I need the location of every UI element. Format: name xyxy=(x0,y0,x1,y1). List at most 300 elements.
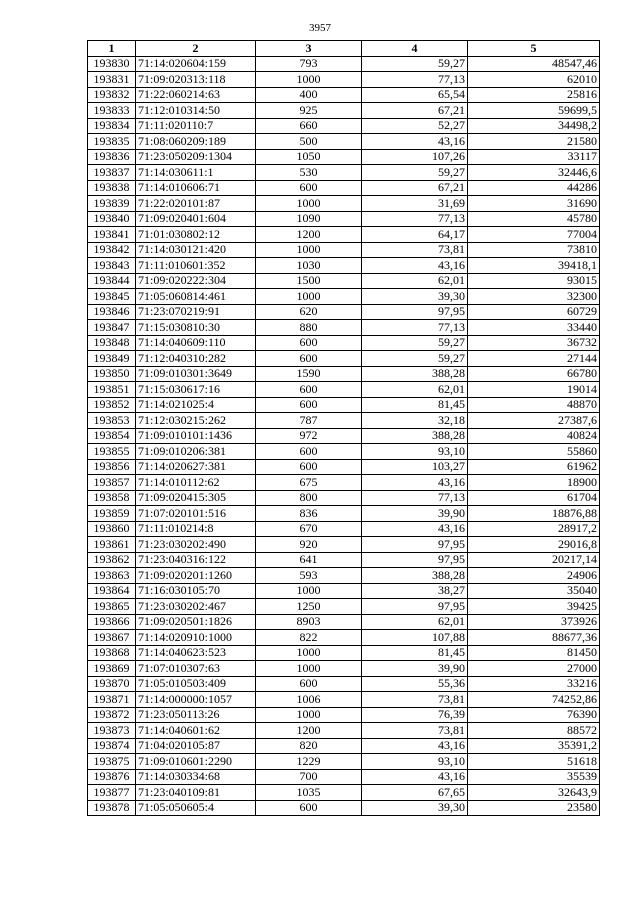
table-cell-col-5: 48547,46 xyxy=(468,56,600,72)
table-cell-col-2: 71:16:030105:70 xyxy=(136,583,256,599)
table-cell-col-4: 388,28 xyxy=(362,428,468,444)
table-cell-col-2: 71:01:030802:12 xyxy=(136,227,256,243)
table-cell-col-1: 193862 xyxy=(88,552,136,568)
table-cell-col-1: 193845 xyxy=(88,289,136,305)
table-cell-col-4: 93,10 xyxy=(362,754,468,770)
table-cell-col-2: 71:22:020101:87 xyxy=(136,196,256,212)
table-cell-col-5: 35539 xyxy=(468,769,600,785)
table-cell-col-1: 193861 xyxy=(88,537,136,553)
table-cell-col-5: 74252,86 xyxy=(468,692,600,708)
table-cell-col-4: 52,27 xyxy=(362,118,468,134)
table-cell-col-1: 193855 xyxy=(88,444,136,460)
table-cell-col-2: 71:23:040109:81 xyxy=(136,785,256,801)
table-cell-col-5: 33117 xyxy=(468,149,600,165)
table-cell-col-1: 193837 xyxy=(88,165,136,181)
table-cell-col-5: 40824 xyxy=(468,428,600,444)
table-row xyxy=(88,134,600,150)
table-row xyxy=(88,289,600,305)
table-row xyxy=(88,676,600,692)
table-cell-col-4: 43,16 xyxy=(362,521,468,537)
table-cell-col-1: 193838 xyxy=(88,180,136,196)
table-cell-col-3: 600 xyxy=(256,180,362,196)
table-cell-col-2: 71:11:010214:8 xyxy=(136,521,256,537)
table-cell-col-5: 76390 xyxy=(468,707,600,723)
table-cell-col-2: 71:14:040601:62 xyxy=(136,723,256,739)
table-cell-col-2: 71:12:030215:262 xyxy=(136,413,256,429)
table-cell-col-5: 32446,6 xyxy=(468,165,600,181)
table-cell-col-3: 925 xyxy=(256,103,362,119)
table-cell-col-1: 193873 xyxy=(88,723,136,739)
table-cell-col-5: 93015 xyxy=(468,273,600,289)
table-cell-col-2: 71:12:010314:50 xyxy=(136,103,256,119)
table-row xyxy=(88,537,600,553)
table-cell-col-4: 107,26 xyxy=(362,149,468,165)
table-cell-col-5: 81450 xyxy=(468,645,600,661)
table-cell-col-1: 193863 xyxy=(88,568,136,584)
table-cell-col-3: 600 xyxy=(256,676,362,692)
table-cell-col-1: 193877 xyxy=(88,785,136,801)
table-cell-col-2: 71:09:020222:304 xyxy=(136,273,256,289)
table-cell-col-2: 71:07:010307:63 xyxy=(136,661,256,677)
table-cell-col-4: 43,16 xyxy=(362,769,468,785)
table-cell-col-2: 71:09:020313:118 xyxy=(136,72,256,88)
table-cell-col-3: 600 xyxy=(256,397,362,413)
table-cell-col-4: 103,27 xyxy=(362,459,468,475)
table-cell-col-2: 71:22:060214:63 xyxy=(136,87,256,103)
table-cell-col-3: 600 xyxy=(256,335,362,351)
table-row xyxy=(88,723,600,739)
table-cell-col-1: 193878 xyxy=(88,800,136,816)
table-cell-col-4: 39,90 xyxy=(362,506,468,522)
table-cell-col-4: 81,45 xyxy=(362,397,468,413)
table-cell-col-5: 60729 xyxy=(468,304,600,320)
table-row xyxy=(88,738,600,754)
table-row xyxy=(88,397,600,413)
table-cell-col-3: 1500 xyxy=(256,273,362,289)
table-cell-col-3: 670 xyxy=(256,521,362,537)
table-cell-col-1: 193833 xyxy=(88,103,136,119)
table-cell-col-2: 71:23:030202:490 xyxy=(136,537,256,553)
table-row xyxy=(88,614,600,630)
table-row xyxy=(88,227,600,243)
table-cell-col-3: 675 xyxy=(256,475,362,491)
table-cell-col-2: 71:14:020604:159 xyxy=(136,56,256,72)
table-cell-col-5: 88572 xyxy=(468,723,600,739)
table-cell-col-1: 193864 xyxy=(88,583,136,599)
table-cell-col-1: 193854 xyxy=(88,428,136,444)
table-row xyxy=(88,428,600,444)
table-cell-col-3: 600 xyxy=(256,351,362,367)
table-cell-col-2: 71:14:010606:71 xyxy=(136,180,256,196)
table-cell-col-3: 600 xyxy=(256,382,362,398)
table-cell-col-1: 193839 xyxy=(88,196,136,212)
table-row xyxy=(88,583,600,599)
table-cell-col-3: 600 xyxy=(256,459,362,475)
table-cell-col-2: 71:15:030810:30 xyxy=(136,320,256,336)
table-cell-col-2: 71:15:030617:16 xyxy=(136,382,256,398)
table-cell-col-4: 97,95 xyxy=(362,552,468,568)
table-row xyxy=(88,118,600,134)
table-cell-col-2: 71:09:020401:604 xyxy=(136,211,256,227)
table-cell-col-3: 1200 xyxy=(256,723,362,739)
table-cell-col-4: 64,17 xyxy=(362,227,468,243)
table-cell-col-3: 822 xyxy=(256,630,362,646)
table-cell-col-4: 67,65 xyxy=(362,785,468,801)
table-cell-col-2: 71:23:030202:467 xyxy=(136,599,256,615)
table-cell-col-3: 880 xyxy=(256,320,362,336)
table-cell-col-1: 193872 xyxy=(88,707,136,723)
table-cell-col-5: 35391,2 xyxy=(468,738,600,754)
table-cell-col-1: 193850 xyxy=(88,366,136,382)
table-row xyxy=(88,351,600,367)
table-cell-col-1: 193867 xyxy=(88,630,136,646)
table-cell-col-5: 61704 xyxy=(468,490,600,506)
table-cell-col-2: 71:11:020110:7 xyxy=(136,118,256,134)
table-row xyxy=(88,196,600,212)
table-cell-col-4: 81,45 xyxy=(362,645,468,661)
table-cell-col-2: 71:09:010301:3649 xyxy=(136,366,256,382)
table-cell-col-2: 71:14:040623:523 xyxy=(136,645,256,661)
table-row xyxy=(88,459,600,475)
table-cell-col-3: 787 xyxy=(256,413,362,429)
table-row xyxy=(88,242,600,258)
table-cell-col-5: 32643,9 xyxy=(468,785,600,801)
table-cell-col-5: 27000 xyxy=(468,661,600,677)
table-row xyxy=(88,707,600,723)
page-number: 3957 xyxy=(309,22,331,34)
table-cell-col-2: 71:23:050113:26 xyxy=(136,707,256,723)
table-cell-col-5: 21580 xyxy=(468,134,600,150)
table-row xyxy=(88,785,600,801)
table-cell-col-3: 641 xyxy=(256,552,362,568)
table-cell-col-3: 820 xyxy=(256,738,362,754)
table-cell-col-2: 71:11:010601:352 xyxy=(136,258,256,274)
table-cell-col-4: 97,95 xyxy=(362,304,468,320)
table-cell-col-1: 193844 xyxy=(88,273,136,289)
table-cell-col-5: 20217,14 xyxy=(468,552,600,568)
table-cell-col-4: 39,90 xyxy=(362,661,468,677)
table-cell-col-3: 600 xyxy=(256,800,362,816)
table-cell-col-4: 97,95 xyxy=(362,537,468,553)
table-row xyxy=(88,568,600,584)
table-cell-col-5: 28917,2 xyxy=(468,521,600,537)
table-cell-col-2: 71:14:020910:1000 xyxy=(136,630,256,646)
table-cell-col-1: 193874 xyxy=(88,738,136,754)
table-cell-col-5: 39425 xyxy=(468,599,600,615)
table-cell-col-2: 71:09:020415:305 xyxy=(136,490,256,506)
table-row xyxy=(88,413,600,429)
table-cell-col-3: 836 xyxy=(256,506,362,522)
table-cell-col-5: 29016,8 xyxy=(468,537,600,553)
table-cell-col-4: 43,16 xyxy=(362,475,468,491)
table-cell-col-1: 193851 xyxy=(88,382,136,398)
table-cell-col-4: 39,30 xyxy=(362,800,468,816)
table-cell-col-1: 193871 xyxy=(88,692,136,708)
table-cell-col-4: 62,01 xyxy=(362,614,468,630)
column-header-5: 5 xyxy=(468,41,600,57)
table-cell-col-3: 1000 xyxy=(256,583,362,599)
table-cell-col-4: 39,30 xyxy=(362,289,468,305)
table-cell-col-5: 18900 xyxy=(468,475,600,491)
table-row xyxy=(88,180,600,196)
table-cell-col-2: 71:23:070219:91 xyxy=(136,304,256,320)
table-cell-col-3: 400 xyxy=(256,87,362,103)
table-row xyxy=(88,490,600,506)
table-cell-col-1: 193842 xyxy=(88,242,136,258)
table-cell-col-5: 73810 xyxy=(468,242,600,258)
table-cell-col-5: 33440 xyxy=(468,320,600,336)
table-cell-col-5: 36732 xyxy=(468,335,600,351)
table-cell-col-3: 1229 xyxy=(256,754,362,770)
table-cell-col-2: 71:14:000000:1057 xyxy=(136,692,256,708)
table-cell-col-5: 25816 xyxy=(468,87,600,103)
table-cell-col-3: 1000 xyxy=(256,661,362,677)
table-row xyxy=(88,304,600,320)
table-cell-col-3: 1000 xyxy=(256,707,362,723)
table-cell-col-5: 88677,36 xyxy=(468,630,600,646)
table-row xyxy=(88,506,600,522)
table-cell-col-4: 77,13 xyxy=(362,72,468,88)
table-cell-col-1: 193834 xyxy=(88,118,136,134)
table-cell-col-1: 193848 xyxy=(88,335,136,351)
table-cell-col-3: 620 xyxy=(256,304,362,320)
table-cell-col-3: 660 xyxy=(256,118,362,134)
table-cell-col-4: 38,27 xyxy=(362,583,468,599)
table-cell-col-5: 34498,2 xyxy=(468,118,600,134)
table-cell-col-1: 193835 xyxy=(88,134,136,150)
column-header-3: 3 xyxy=(256,41,362,57)
table-row xyxy=(88,475,600,491)
table-cell-col-5: 44286 xyxy=(468,180,600,196)
table-cell-col-5: 59699,5 xyxy=(468,103,600,119)
table-cell-col-4: 32,18 xyxy=(362,413,468,429)
table-cell-col-1: 193866 xyxy=(88,614,136,630)
column-header-2: 2 xyxy=(136,41,256,57)
table-cell-col-2: 71:09:020201:1260 xyxy=(136,568,256,584)
table-cell-col-3: 1000 xyxy=(256,72,362,88)
table-cell-col-4: 93,10 xyxy=(362,444,468,460)
table-cell-col-4: 73,81 xyxy=(362,692,468,708)
table-cell-col-5: 77004 xyxy=(468,227,600,243)
table-cell-col-3: 593 xyxy=(256,568,362,584)
table-cell-col-4: 59,27 xyxy=(362,165,468,181)
table-cell-col-1: 193830 xyxy=(88,56,136,72)
table-cell-col-1: 193859 xyxy=(88,506,136,522)
table-cell-col-2: 71:12:040310:282 xyxy=(136,351,256,367)
table-cell-col-4: 77,13 xyxy=(362,320,468,336)
table-cell-col-3: 1000 xyxy=(256,289,362,305)
table-cell-col-2: 71:14:030334:68 xyxy=(136,769,256,785)
table-cell-col-5: 373926 xyxy=(468,614,600,630)
table-cell-col-4: 388,28 xyxy=(362,568,468,584)
table-cell-col-5: 23580 xyxy=(468,800,600,816)
table-cell-col-3: 530 xyxy=(256,165,362,181)
table-cell-col-3: 700 xyxy=(256,769,362,785)
table-cell-col-1: 193841 xyxy=(88,227,136,243)
table-cell-col-4: 67,21 xyxy=(362,103,468,119)
table-cell-col-5: 61962 xyxy=(468,459,600,475)
table-cell-col-1: 193831 xyxy=(88,72,136,88)
table-cell-col-5: 18876,88 xyxy=(468,506,600,522)
table-cell-col-3: 8903 xyxy=(256,614,362,630)
table-row xyxy=(88,552,600,568)
table-cell-col-1: 193870 xyxy=(88,676,136,692)
table-row xyxy=(88,692,600,708)
table-cell-col-2: 71:09:010601:2290 xyxy=(136,754,256,770)
table-cell-col-1: 193843 xyxy=(88,258,136,274)
table-cell-col-1: 193868 xyxy=(88,645,136,661)
table-row xyxy=(88,165,600,181)
table-cell-col-5: 27387,6 xyxy=(468,413,600,429)
table-cell-col-3: 1000 xyxy=(256,645,362,661)
table-row xyxy=(88,800,600,816)
table-cell-col-1: 193876 xyxy=(88,769,136,785)
table-cell-col-4: 73,81 xyxy=(362,242,468,258)
table-row xyxy=(88,211,600,227)
table-cell-col-4: 97,95 xyxy=(362,599,468,615)
table-row xyxy=(88,335,600,351)
table-row xyxy=(88,630,600,646)
table-cell-col-5: 51618 xyxy=(468,754,600,770)
table-cell-col-1: 193860 xyxy=(88,521,136,537)
table-cell-col-4: 43,16 xyxy=(362,134,468,150)
table-cell-col-2: 71:09:010206:381 xyxy=(136,444,256,460)
table-cell-col-3: 1200 xyxy=(256,227,362,243)
table-cell-col-1: 193836 xyxy=(88,149,136,165)
table-cell-col-2: 71:09:020501:1826 xyxy=(136,614,256,630)
data-table xyxy=(87,40,600,816)
table-cell-col-3: 1000 xyxy=(256,242,362,258)
table-cell-col-4: 67,21 xyxy=(362,180,468,196)
table-cell-col-3: 1000 xyxy=(256,196,362,212)
table-cell-col-1: 193846 xyxy=(88,304,136,320)
table-cell-col-1: 193865 xyxy=(88,599,136,615)
table-row xyxy=(88,599,600,615)
table-cell-col-3: 920 xyxy=(256,537,362,553)
table-cell-col-5: 62010 xyxy=(468,72,600,88)
table-cell-col-4: 62,01 xyxy=(362,273,468,289)
table-cell-col-5: 45780 xyxy=(468,211,600,227)
column-header-1: 1 xyxy=(88,41,136,57)
table-body xyxy=(88,56,600,816)
table-cell-col-1: 193852 xyxy=(88,397,136,413)
table-cell-col-5: 39418,1 xyxy=(468,258,600,274)
table-cell-col-3: 1590 xyxy=(256,366,362,382)
table-cell-col-3: 1035 xyxy=(256,785,362,801)
table-cell-col-2: 71:05:060814:461 xyxy=(136,289,256,305)
table-cell-col-5: 66780 xyxy=(468,366,600,382)
table-cell-col-3: 1030 xyxy=(256,258,362,274)
table-cell-col-2: 71:14:040609:110 xyxy=(136,335,256,351)
table-cell-col-5: 19014 xyxy=(468,382,600,398)
table-row xyxy=(88,149,600,165)
table-cell-col-4: 65,54 xyxy=(362,87,468,103)
table-cell-col-4: 62,01 xyxy=(362,382,468,398)
table-row xyxy=(88,382,600,398)
table-row xyxy=(88,320,600,336)
table-cell-col-2: 71:23:040316:122 xyxy=(136,552,256,568)
table-row xyxy=(88,103,600,119)
table-cell-col-2: 71:14:021025:4 xyxy=(136,397,256,413)
table-cell-col-2: 71:04:020105:87 xyxy=(136,738,256,754)
table-cell-col-3: 793 xyxy=(256,56,362,72)
table-cell-col-1: 193858 xyxy=(88,490,136,506)
table-cell-col-3: 500 xyxy=(256,134,362,150)
table-cell-col-4: 388,28 xyxy=(362,366,468,382)
table-cell-col-5: 31690 xyxy=(468,196,600,212)
table-cell-col-1: 193832 xyxy=(88,87,136,103)
table-cell-col-2: 71:14:020627:381 xyxy=(136,459,256,475)
table-cell-col-3: 800 xyxy=(256,490,362,506)
table-cell-col-2: 71:08:060209:189 xyxy=(136,134,256,150)
table-row xyxy=(88,87,600,103)
table-cell-col-4: 59,27 xyxy=(362,56,468,72)
table-cell-col-1: 193849 xyxy=(88,351,136,367)
table-cell-col-4: 76,39 xyxy=(362,707,468,723)
table-cell-col-1: 193853 xyxy=(88,413,136,429)
table-cell-col-2: 71:14:030611:1 xyxy=(136,165,256,181)
table-cell-col-5: 32300 xyxy=(468,289,600,305)
table-row xyxy=(88,444,600,460)
table-cell-col-2: 71:05:050605:4 xyxy=(136,800,256,816)
table-cell-col-3: 1250 xyxy=(256,599,362,615)
table-cell-col-3: 1006 xyxy=(256,692,362,708)
table-cell-col-1: 193840 xyxy=(88,211,136,227)
table-row xyxy=(88,258,600,274)
table-cell-col-1: 193857 xyxy=(88,475,136,491)
table-cell-col-2: 71:23:050209:1304 xyxy=(136,149,256,165)
table-cell-col-4: 59,27 xyxy=(362,335,468,351)
table-cell-col-2: 71:14:010112:62 xyxy=(136,475,256,491)
table-cell-col-2: 71:07:020101:516 xyxy=(136,506,256,522)
table-cell-col-5: 48870 xyxy=(468,397,600,413)
table-cell-col-4: 55,36 xyxy=(362,676,468,692)
column-header-4: 4 xyxy=(362,41,468,57)
table-cell-col-5: 27144 xyxy=(468,351,600,367)
table-row xyxy=(88,72,600,88)
table-cell-col-4: 77,13 xyxy=(362,211,468,227)
table-cell-col-3: 600 xyxy=(256,444,362,460)
table-cell-col-4: 31,69 xyxy=(362,196,468,212)
table-cell-col-4: 77,13 xyxy=(362,490,468,506)
table-cell-col-1: 193875 xyxy=(88,754,136,770)
table-cell-col-2: 71:05:010503:409 xyxy=(136,676,256,692)
table-row xyxy=(88,754,600,770)
table-cell-col-4: 107,88 xyxy=(362,630,468,646)
table-cell-col-5: 24906 xyxy=(468,568,600,584)
table-cell-col-2: 71:14:030121:420 xyxy=(136,242,256,258)
table-cell-col-4: 59,27 xyxy=(362,351,468,367)
table-cell-col-5: 35040 xyxy=(468,583,600,599)
table-row xyxy=(88,521,600,537)
table-cell-col-3: 972 xyxy=(256,428,362,444)
table-cell-col-4: 73,81 xyxy=(362,723,468,739)
table-row xyxy=(88,273,600,289)
table-row xyxy=(88,56,600,72)
table-cell-col-4: 43,16 xyxy=(362,738,468,754)
table-header-row xyxy=(88,41,600,57)
table-row xyxy=(88,661,600,677)
table-cell-col-5: 55860 xyxy=(468,444,600,460)
table-row xyxy=(88,366,600,382)
table-row xyxy=(88,769,600,785)
table-cell-col-3: 1090 xyxy=(256,211,362,227)
table-cell-col-5: 33216 xyxy=(468,676,600,692)
table-row xyxy=(88,645,600,661)
table-cell-col-4: 43,16 xyxy=(362,258,468,274)
table-cell-col-3: 1050 xyxy=(256,149,362,165)
table-cell-col-2: 71:09:010101:1436 xyxy=(136,428,256,444)
